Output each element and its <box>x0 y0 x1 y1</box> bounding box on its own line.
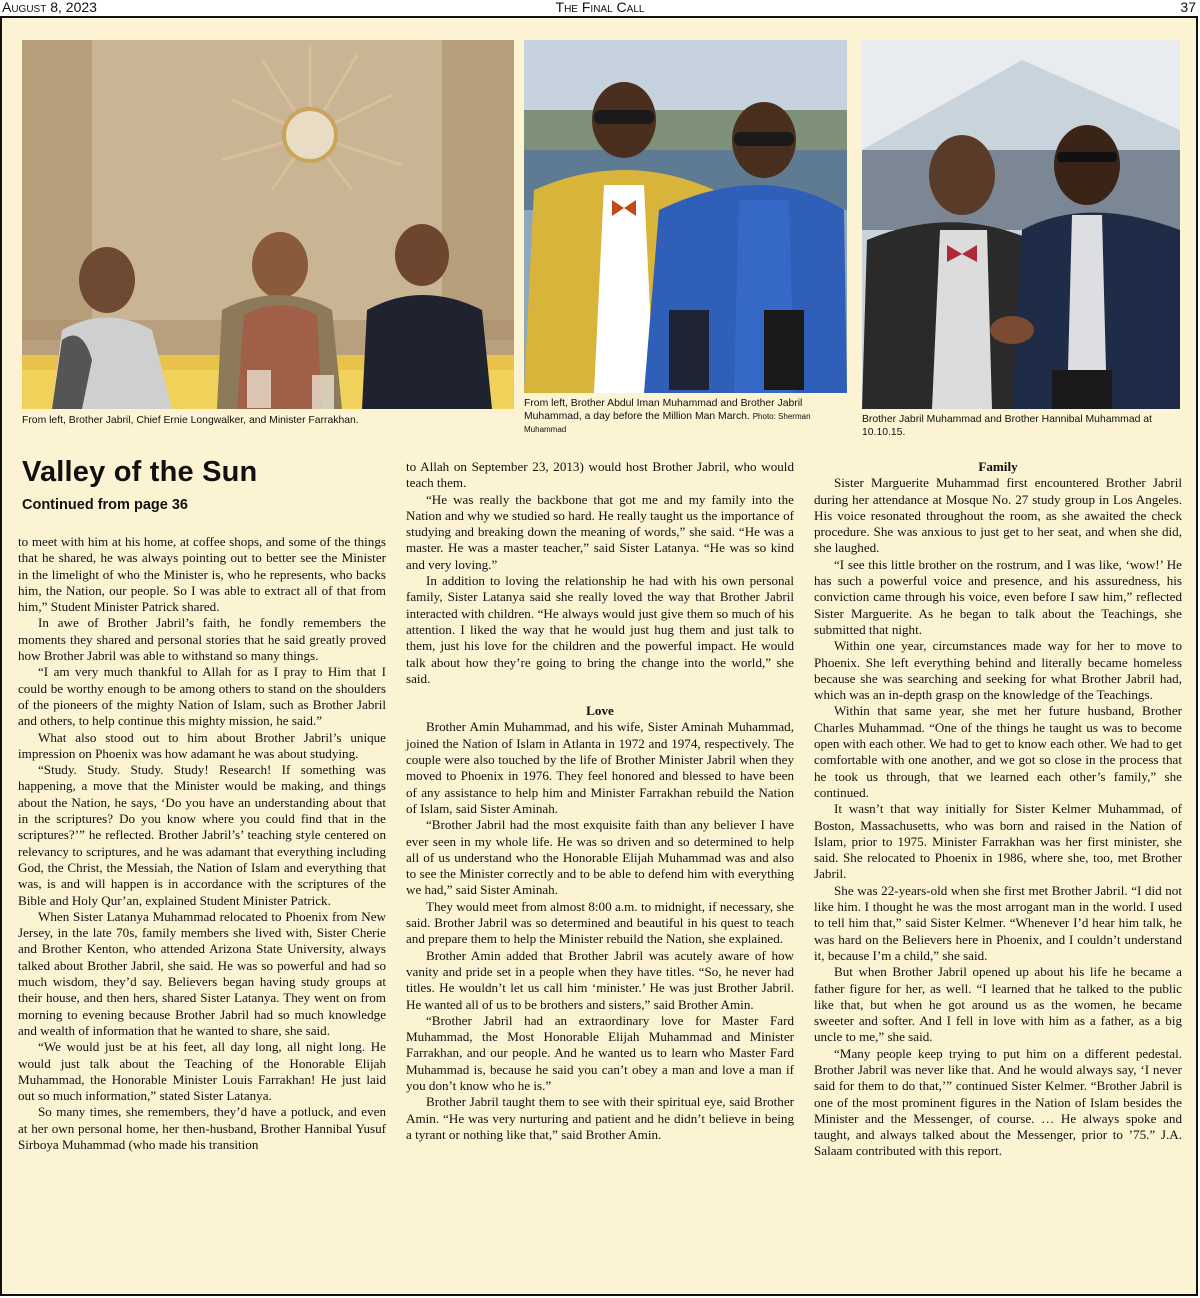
photo-handshake <box>862 40 1180 409</box>
paragraph: In addition to loving the relationship he had with his own personal family, Sister Latanya said she really loved the way that Brother Jabril interacted with children. “He always would just give them so much of his attention. I liked the way that he would just hug them and just talk to them, just his love for the children and the powerful impact. He would talk about how they’re going to bring the change into the world,” she said. <box>406 573 794 686</box>
paragraph: Brother Jabril taught them to see with their spiritual eye, said Brother Amin. “He was very nurturing and patient and he didn’t believe in being a tyrant or nothing like that,” said Brother Amin. <box>406 1094 794 1142</box>
article-column-2 <box>406 459 794 1143</box>
article-headline: Valley of the Sun <box>22 456 258 488</box>
paragraph: But when Brother Jabril opened up about his life he became a father figure for her, as well. “I learned that he talked to the public like that, but when he got around us as the women, he became sweeter and softer. And I fell in love with him as a father, as a big uncle to me,” she said. <box>814 964 1182 1045</box>
paragraph: “Many people keep trying to put him on a different pedestal. Brother Jabril was never like that. And he would always say, ‘I never said for them to do that,’” continued Sister Kelmer. “Brother Jabril is one of the most prominent figures in the Nation of Islam besides the Minister and the Messenger, of course. … He always spoke and taught, and always talked about the Messenger, prior to ’75.” J.A. Salaam contributed with this report. <box>814 1045 1182 1159</box>
paragraph: to Allah on September 23, 2013) would host Brother Jabril, who would teach them. <box>406 459 794 491</box>
paragraph: to meet with him at his home, at coffee shops, and some of the things that he shared, he was always pointing out to better see the Minister in the limelight of who the Minister is, who he represents, who backs him, the Nation, our people. So I was able to extract all of that from him,” Student Minister Patrick shared. <box>18 534 386 615</box>
photo-caption-1 <box>22 414 514 427</box>
paragraph: When Sister Latanya Muhammad relocated to Phoenix from New Jersey, in the late 70s, family members she lived with, Sister Cherie and Brother Kenton, who attended Arizona State University, always talked about Brother Jabril, she said. He was so powerful and had so much wisdom, they’d say. Believers began having study groups at their house, and then hers, shared Sister Latanya. They went on from morning to evening because Brother Jabril had so much knowledge and wealth of information that he wanted to share, she said. <box>18 908 386 1038</box>
paragraph: “I am very much thankful to Allah for as I pray to Him that I could be worthy enough to be among others to stand on the shoulders of the pioneers of the mighty Nation of Islam, such as Brother Jabril and others, to help continue this mighty mission, he said.” <box>18 664 386 729</box>
section-heading-love: Love <box>586 703 614 719</box>
photo-banquet-table <box>22 40 514 409</box>
photo-caption-3 <box>862 413 1180 439</box>
paragraph: “I see this little brother on the rostrum, and I was like, ‘wow!’ He has such a powerful voice and presence, and his assuredness, his conviction came through his voice, even before I saw him,” reflected Sister Marguerite. As he began to talk about the Teachings, she submitted that night. <box>814 556 1182 637</box>
paragraph: So many times, she remembers, they’d have a potluck, and even at her own personal home, her then-husband, Brother Hannibal Yusuf Sirboya Muhammad (who made his transition <box>18 1104 386 1152</box>
photo-caption-2 <box>524 397 847 436</box>
caption-text: From left, Brother Jabril, Chief Ernie Longwalker, and Minister Farrakhan. <box>22 415 359 426</box>
caption-text: From left, Brother Abdul Iman Muhammad and Brother Jabril Muhammad, a day before the Million Man March. <box>524 398 803 422</box>
section-heading-family: Family <box>978 459 1018 474</box>
page-number: 37 <box>1180 0 1196 15</box>
photo-credit: Photo: Sherman Muhammad <box>524 412 811 434</box>
paragraph: What also stood out to him about Brother Jabril’s unique impression on Phoenix was how adamant he was about studying. <box>18 729 386 761</box>
paragraph: Brother Amin Muhammad, and his wife, Sister Aminah Muhammad, joined the Nation of Islam in Atlanta in 1972 and 1974, respectively. The couple were also touched by the life of Brother Minister Jabril when they moved to Phoenix in 1976. They feel honored and blessed to have been of any assistance to help him and Minister Farrakhan rebuild the Nation of Islam, said Sister Aminah. <box>406 719 794 816</box>
paragraph: “He was really the backbone that got me and my family into the Nation and why we studied so hard. He really taught us the importance of studying and breaking down the meaning of words,” she said. “He was a master. He was a master teacher,” said Sister Latanya. “He was so kind and very loving.” <box>406 491 794 572</box>
paragraph: Brother Amin added that Brother Jabril was acutely aware of how vanity and pride set in a people when they have titles. “So, he never had titles. He wouldn’t let us call him ‘minister.’ He was just Brother Jabril. He wanted all of us to be brothers and sisters,” said Brother Amin. <box>406 947 794 1012</box>
paragraph: In awe of Brother Jabril’s faith, he fondly remembers the moments they shared and personal stories that he said greatly proved how Brother Jabril was able to withstand so many things. <box>18 615 386 664</box>
paragraph: She was 22-years-old when she first met Brother Jabril. “I did not like him. I thought he was the most arrogant man in the world. I used to tell him that,” said Sister Kelmer. “Whenever I’d hear him talk, he was hard on the Believers here in Phoenix, and I couldn’t understand it, because I’m a child,” she said. <box>814 882 1182 963</box>
issue-date: August 8, 2023 <box>2 0 97 15</box>
photo-million-man-march <box>524 40 847 393</box>
newspaper-name: The Final Call <box>555 0 645 15</box>
paragraph: Sister Marguerite Muhammad first encountered Brother Jabril during her attendance at Mosque No. 27 study group in Los Angeles. His voice resonated throughout the room, as she awaited the check procedure. She was anxious to just get to her seat, and when she did, she laughed. <box>814 475 1182 556</box>
paragraph: “Brother Jabril had the most exquisite faith than any believer I have ever seen in my whole life. He was so driven and so determined to help all of us understand who the Honorable Elijah Muhammad was and also to see the Minister correctly and to be able to defend him with everything we had,” said Sister Aminah. <box>406 817 794 898</box>
paragraph: It wasn’t that way initially for Sister Kelmer Muhammad, of Boston, Massachusetts, who was born and raised in the Nation of Islam, prior to 1975. Minister Farrakhan was her first minister, she said. She relocated to Phoenix in 1986, where she, too, met Brother Jabril. <box>814 801 1182 882</box>
caption-text: Brother Jabril Muhammad and Brother Hannibal Muhammad at 10.10.15. <box>862 414 1152 438</box>
article-column-3 <box>814 459 1182 1160</box>
masthead <box>0 0 1200 16</box>
paragraph: They would meet from almost 8:00 a.m. to midnight, if necessary, she said. Brother Jabril was so determined and beautiful in his quest to teach and prepare them to help the Minister rebuild the Nation, she explained. <box>406 898 794 947</box>
paragraph: “Brother Jabril had an extraordinary love for Master Fard Muhammad, the Most Honorable Elijah Muhammad and Minister Farrakhan, and our people. And he wanted us to learn who Master Fard Muhammad is, because he said you can’t obey a man and love a man if you don’t know who he is.” <box>406 1012 794 1093</box>
article-column-1 <box>18 534 386 1153</box>
article-kicker: Continued from page 36 <box>22 497 188 513</box>
paragraph: Within one year, circumstances made way for her to move to Phoenix. She left everything behind and literally became homeless because she was searching and seeking for what Brother Jabril had, which was an in-depth grasp on the knowledge of the Teachings. <box>814 638 1182 703</box>
paragraph: “We would just be at his feet, all day long, all night long. He would just talk about the Teaching of the Honorable Elijah Muhammad, the Honorable Minister Louis Farrakhan! He just laid out so much information,” stated Sister Latanya. <box>18 1039 386 1104</box>
paragraph: Within that same year, she met her future husband, Brother Charles Muhammad. “One of the things he taught us was to become open with each other. We had to get to know each other. We had to get comfortable with one another, and we got so close in the process that he took us through, that we learned each other’s family,” she continued. <box>814 703 1182 800</box>
paragraph: “Study. Study. Study. Study! Research! If something was happening, a move that the Minister would be making, and things about the Nation, he says, ‘Do you have an understanding about that in the scriptures? Do you know where you could find that in the scriptures?’” he reflected. Brother Jabril’s’ teaching style centered on relevancy to scriptures, and he was adamant that everything including God, the Christ, the Messiah, the Nation of Islam and everything that was, is and will happen is in accordance with the scriptures of the Bible and Holy Qur’an, explained Student Minister Patrick. <box>18 762 386 908</box>
